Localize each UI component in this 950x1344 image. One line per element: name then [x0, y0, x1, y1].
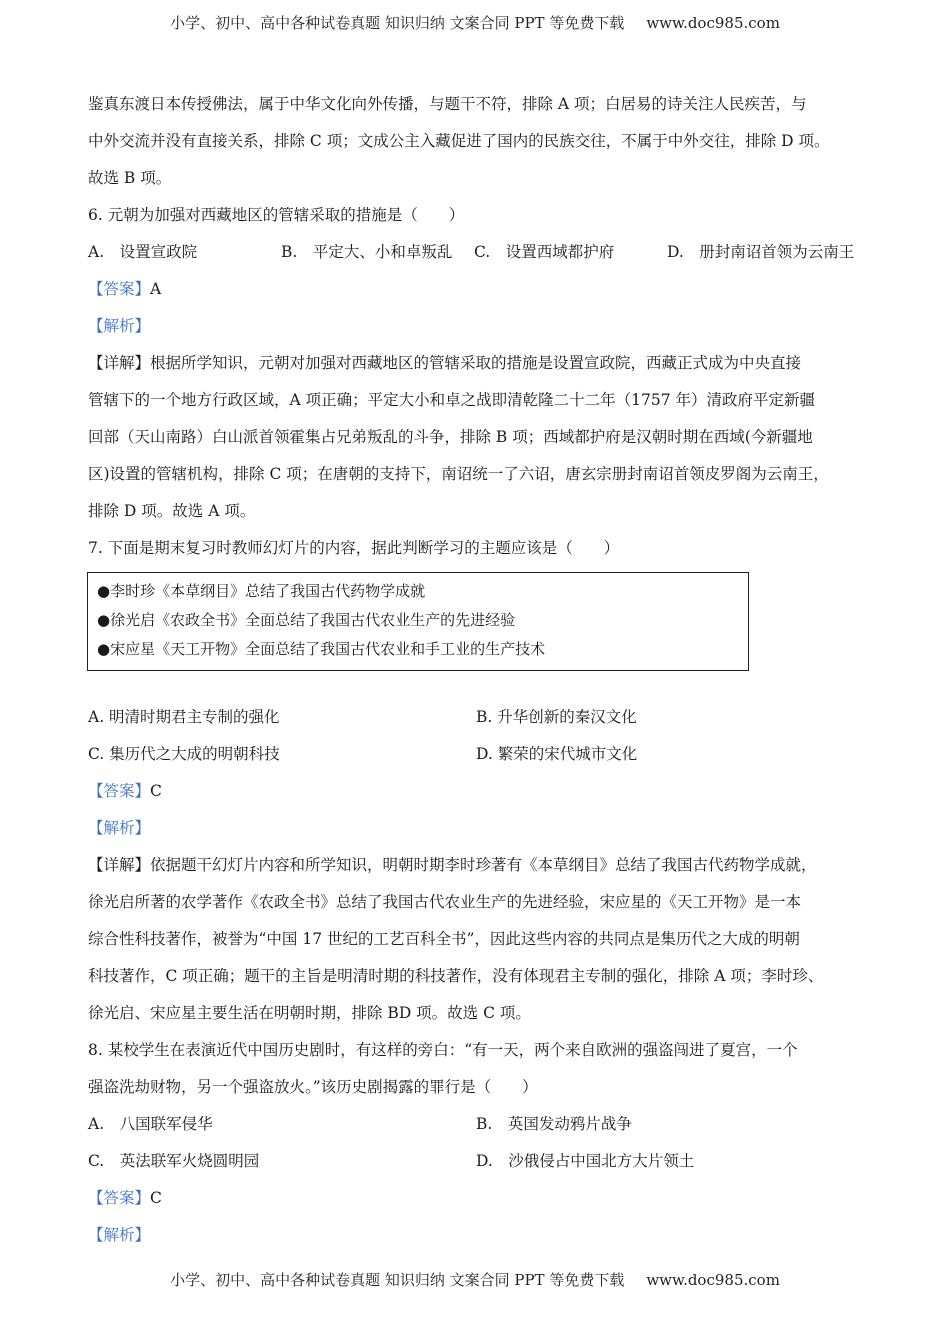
q7-options-row2: [88, 736, 878, 773]
detail-tag: 【详解】: [88, 856, 151, 874]
q6-answer: [88, 271, 878, 308]
q8-answer: [88, 1180, 878, 1217]
slide-bullet: ●李时珍《本草纲目》总结了我国古代药物学成就: [97, 582, 426, 600]
q7-detail-line: 科技著作，C 项正确；题干的主旨是明清时期的科技著作，没有体现君主专制的强化，排除 A 项；李时珍、: [88, 967, 824, 985]
q8-option-d: D. 沙俄侵占中国北方大片领土: [476, 1152, 695, 1170]
answer-value: C: [150, 782, 162, 800]
q7-detail-line: [88, 847, 878, 884]
q8-option-c: C. 英法联军火烧圆明园: [88, 1152, 260, 1170]
q7-answer: [88, 773, 878, 810]
q6-option-d: D. 册封南诏首领为云南王: [667, 243, 855, 261]
slide-bullet: ●徐光启《农政全书》全面总结了我国古代农业生产的先进经验: [97, 611, 516, 629]
q7-option-c: C. 集历代之大成的明朝科技: [88, 745, 280, 763]
q7-detail-line: 徐光启、宋应星主要生活在明朝时期，排除 BD 项。故选 C 项。: [88, 1004, 531, 1022]
q7-stem: 7. 下面是期末复习时教师幻灯片的内容，据此判断学习的主题应该是（ ）: [88, 539, 620, 557]
intro-line: 鉴真东渡日本传授佛法，属于中华文化向外传播，与题干不符，排除 A 项；白居易的诗关注人民疾苦，与: [88, 95, 807, 113]
q6-detail-line: 排除 D 项。故选 A 项。: [88, 502, 256, 520]
q6-option-b: B. 平定大、小和卓叛乱: [281, 243, 453, 261]
detail-tag: 【详解】: [88, 354, 151, 372]
q6-option-a: A. 设置宣政院: [88, 243, 198, 261]
q6-detail-line: 区)设置的管辖机构，排除 C 项；在唐朝的支持下，南诏统一了六诏，唐玄宗册封南诏首领皮罗阁为云南王，: [88, 465, 829, 483]
footer-url[interactable]: www.doc985.com: [646, 1271, 780, 1289]
q7-detail-line: 徐光启所著的农学著作《农政全书》总结了我国古代农业生产的先进经验，宋应星的《天工开物》是一本: [88, 893, 802, 911]
page-header: [0, 12, 950, 33]
analysis-tag: 【解析】: [88, 1226, 151, 1244]
q8-stem-line: 强盗洗劫财物，另一个强盗放火。”该历史剧揭露的罪行是（ ）: [88, 1078, 538, 1096]
q6-options: [88, 234, 878, 271]
intro-line: 故选 B 项。: [88, 169, 172, 187]
detail-text: 依据题干幻灯片内容和所学知识，明朝时期李时珍著有《本草纲目》总结了我国古代药物学成就，: [150, 856, 817, 874]
footer-text: 小学、初中、高中各种试卷真题 知识归纳 文案合同 PPT 等免费下载: [170, 1271, 625, 1289]
q6-detail-line: [88, 345, 878, 382]
q7-options-row1: [88, 699, 878, 736]
q6-analysis: [88, 308, 878, 345]
analysis-tag: 【解析】: [88, 317, 151, 335]
header-text: 小学、初中、高中各种试卷真题 知识归纳 文案合同 PPT 等免费下载: [170, 14, 625, 32]
q8-stem-line: 8. 某校学生在表演近代中国历史剧时，有这样的旁白：“有一天，两个来自欧洲的强盗闯进了夏宫，一个: [88, 1041, 798, 1059]
q6-option-c: C. 设置西域都护府: [474, 243, 615, 261]
document-body: [88, 86, 878, 1254]
q7-option-d: D. 繁荣的宋代城市文化: [476, 745, 638, 763]
q6-detail-line: 回部（天山南路）白山派首领霍集占兄弟叛乱的斗争，排除 B 项；西域都护府是汉朝时期在西域(今新疆地: [88, 428, 813, 446]
q8-options-row2: [88, 1143, 878, 1180]
q6-detail-line: 管辖下的一个地方行政区域，A 项正确；平定大小和卓之战即清乾隆二十二年（1757 年）清政府平定新疆: [88, 391, 815, 409]
q7-option-b: B. 升华创新的秦汉文化: [476, 708, 637, 726]
q8-option-a: A. 八国联军侵华: [88, 1115, 213, 1133]
analysis-tag: 【解析】: [88, 819, 151, 837]
answer-tag: 【答案】: [88, 280, 151, 298]
detail-text: 根据所学知识，元朝对加强对西藏地区的管辖采取的措施是设置宣政院，西藏正式成为中央直接: [150, 354, 802, 372]
q8-option-b: B. 英国发动鸦片战争: [476, 1115, 632, 1133]
answer-tag: 【答案】: [88, 782, 151, 800]
q8-options-row1: [88, 1106, 878, 1143]
q8-analysis: [88, 1217, 878, 1254]
answer-tag: 【答案】: [88, 1189, 151, 1207]
answer-value: C: [150, 1189, 162, 1207]
answer-value: A: [150, 280, 162, 298]
q7-option-a: A. 明清时期君主专制的强化: [88, 708, 280, 726]
q7-analysis: [88, 810, 878, 847]
header-url[interactable]: www.doc985.com: [646, 14, 780, 32]
q7-detail-line: 综合性科技著作，被誉为“中国 17 世纪的工艺百科全书”，因此这些内容的共同点是集历代之大成的明朝: [88, 930, 800, 948]
q6-stem: 6. 元朝为加强对西藏地区的管辖采取的措施是（ ）: [88, 206, 465, 224]
intro-line: 中外交流并没有直接关系，排除 C 项；文成公主入藏促进了国内的民族交往，不属于中外交往，排除 D 项。: [88, 132, 830, 150]
page-footer: [0, 1269, 950, 1290]
slide-box: [87, 572, 749, 671]
slide-bullet: ●宋应星《天工开物》全面总结了我国古代农业和手工业的生产技术: [97, 640, 546, 658]
